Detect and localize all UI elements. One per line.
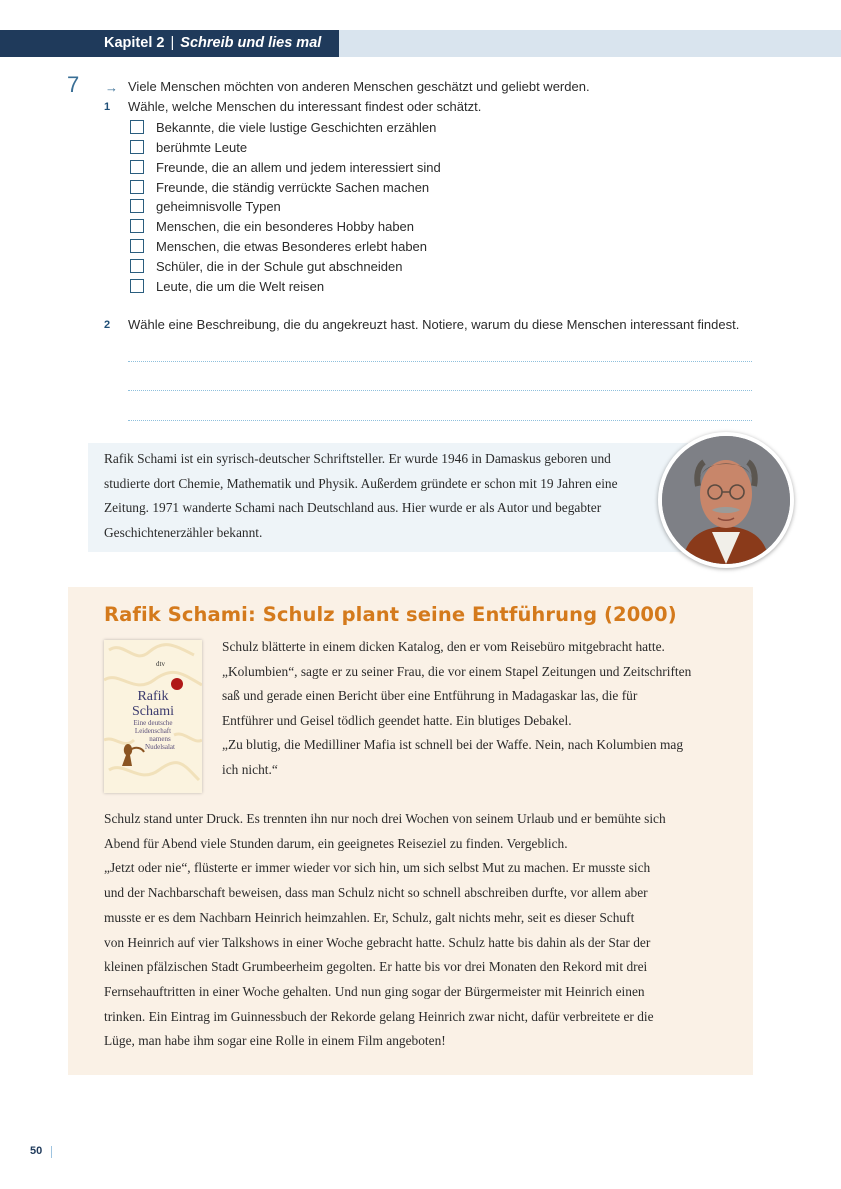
story-line: musste er es dem Nachbarn Heinrich heimzahlen. Er, Schulz, galt nichts mehr, seit es dieser Schuft: [104, 909, 635, 925]
checkbox[interactable]: [130, 180, 144, 194]
option-label: Leute, die um die Welt reisen: [156, 278, 325, 294]
checkbox[interactable]: [130, 219, 144, 233]
option-row[interactable]: [130, 237, 427, 255]
story-line: kleinen pfälzischen Stadt Grumbeerheim gegolten. Er hatte bis vor drei Monaten den Rekord mit drei: [104, 959, 648, 975]
checkbox[interactable]: [130, 199, 144, 213]
answer-line[interactable]: [128, 361, 752, 362]
option-label: Bekannte, die viele lustige Geschichten erzählen: [156, 119, 437, 135]
book-cover: [104, 640, 202, 793]
chapter-header: [0, 30, 339, 57]
option-row[interactable]: [130, 277, 324, 295]
story-line: Schulz blätterte in einem dicken Katalog, den er vom Reisebüro mitgebracht hatte.: [222, 639, 665, 654]
page-number: 50: [30, 1145, 43, 1157]
story-line: „Kolumbien“, sagte er zu seiner Frau, die vor einem Stapel Zeitungen und Zeitschriften: [222, 663, 692, 679]
portrait-icon: [662, 436, 790, 564]
checkbox[interactable]: [130, 160, 144, 174]
chapter-subtitle: Schreib und lies mal: [180, 35, 322, 51]
option-row[interactable]: [130, 158, 441, 176]
svg-text:Schami: Schami: [132, 704, 174, 719]
option-label: Menschen, die ein besonderes Hobby haben: [156, 218, 415, 234]
task-2-number: 2: [104, 319, 111, 331]
checkbox[interactable]: [130, 279, 144, 293]
svg-text:Rafik: Rafik: [137, 689, 169, 704]
book-publisher: dtv: [156, 660, 165, 668]
story-line: Lüge, man habe ihm sogar eine Rolle in einem Film angeboten!: [104, 1033, 446, 1049]
bio-line: Rafik Schami ist ein syrisch-deutscher Schriftsteller. Er wurde 1946 in Damaskus geboren und: [104, 451, 611, 466]
svg-text:Leidenschaft: Leidenschaft: [134, 727, 172, 735]
story-line: Entführer und Geisel tödlich geendet hatte. Ein blutiges Debakel.: [222, 712, 572, 728]
bio-line: studierte dort Chemie, Mathematik und Physik. Außerdem gründete er schon mit 19 Jahren eine: [104, 475, 618, 491]
option-row[interactable]: [130, 197, 281, 215]
option-row[interactable]: [130, 257, 402, 275]
task-1-prompt: Wähle, welche Menschen du interessant findest oder schätzt.: [128, 99, 482, 114]
author-portrait: [658, 432, 794, 568]
story-line: „Jetzt oder nie“, flüsterte er immer wieder vor sich hin, um sich selbst Mut zu machen. Er musste sich: [104, 860, 651, 876]
story-line: Fernsehauftritten in einer Woche gehalten. Und nun ging sogar der Bürgermeister mit Heinrich einen: [104, 983, 645, 999]
option-row[interactable]: [130, 217, 414, 235]
story-paragraph-2: [104, 807, 734, 1054]
checkbox[interactable]: [130, 120, 144, 134]
option-label: Schüler, die in der Schule gut abschneiden: [156, 258, 403, 274]
page-divider: [51, 1146, 52, 1158]
story-line: Abend für Abend viele Stunden darum, ein geeignetes Reiseziel zu finden. Vergeblich.: [104, 835, 568, 851]
header-separator: |: [170, 35, 175, 51]
bio-text: [104, 447, 664, 545]
checkbox[interactable]: [130, 239, 144, 253]
story-paragraph-1: [222, 635, 732, 783]
bio-line: Geschichtenerzähler bekannt.: [104, 524, 263, 540]
svg-text:Eine deutsche: Eine deutsche: [133, 719, 173, 727]
option-label: berühmte Leute: [156, 139, 248, 155]
story-line: ich nicht.“: [222, 761, 278, 777]
option-row[interactable]: [130, 118, 436, 136]
option-label: Menschen, die etwas Besonderes erlebt haben: [156, 238, 428, 254]
option-row[interactable]: [130, 178, 429, 196]
story-line: Schulz stand unter Druck. Es trennten ihn nur noch drei Wochen von seinem Urlaub und er bemühte sich: [104, 811, 666, 826]
option-label: Freunde, die ständig verrückte Sachen machen: [156, 179, 430, 195]
story-line: trinken. Ein Eintrag im Guinnessbuch der Rekorde gelang Heinrich zwar nicht, dafür verbreitete er die: [104, 1008, 654, 1024]
option-row[interactable]: [130, 138, 247, 156]
story-line: saß und gerade einen Bericht über eine Entführung in Madagaskar las, die für: [222, 688, 638, 704]
exercise-number: 7: [67, 72, 80, 97]
svg-text:Nudelsalat: Nudelsalat: [145, 743, 175, 751]
bio-line: Zeitung. 1971 wanderte Schami nach Deutschland aus. Hier wurde er als Autor und begabter: [104, 500, 602, 516]
chapter-label: Kapitel 2: [104, 35, 165, 51]
answer-line[interactable]: [128, 390, 752, 391]
checkbox[interactable]: [130, 140, 144, 154]
arrow-right-icon: →: [105, 80, 118, 95]
option-label: Freunde, die an allem und jedem interessiert sind: [156, 159, 441, 175]
story-line: von Heinrich auf vier Talkshows in einer Woche gebracht hatte. Schulz hatte bis dahin als der Star der: [104, 934, 651, 950]
option-label: geheimnisvolle Typen: [156, 198, 281, 214]
task-2-prompt: Wähle eine Beschreibung, die du angekreuzt hast. Notiere, warum du diese Menschen interessant findest.: [128, 317, 740, 332]
exercise-intro: Viele Menschen möchten von anderen Menschen geschätzt und geliebt werden.: [128, 79, 590, 94]
story-line: und der Nachbarschaft beweisen, dass man Schulz nicht so schnell abschreiben durfte, vor allem aber: [104, 885, 648, 901]
svg-text:namens: namens: [149, 735, 171, 743]
story-line: „Zu blutig, die Medilliner Mafia ist schnell bei der Waffe. Nein, nach Kolumbien mag: [222, 737, 684, 753]
answer-line[interactable]: [128, 420, 752, 421]
story-title: Rafik Schami: Schulz plant seine Entführung (2000): [104, 603, 677, 626]
checkbox[interactable]: [130, 259, 144, 273]
task-1-number: 1: [104, 101, 111, 113]
